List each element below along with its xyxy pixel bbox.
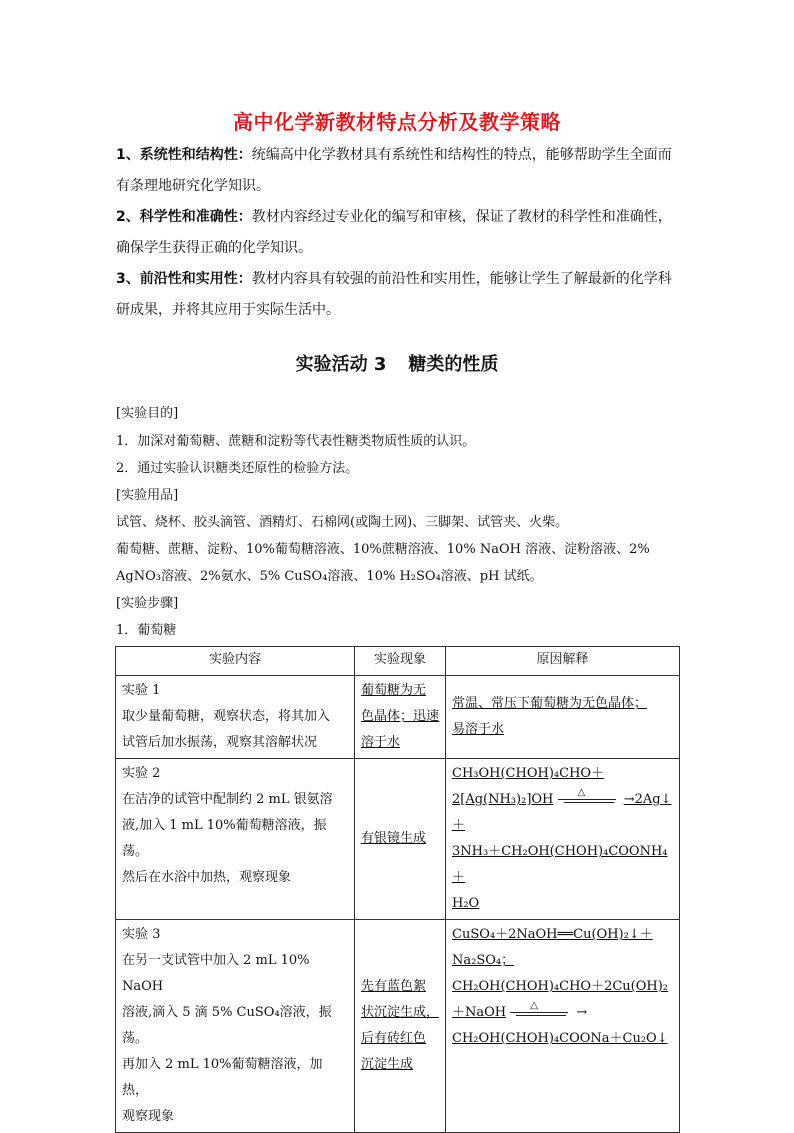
row1-phenomenon: 葡萄糖为无 色晶体；迅速 溶于水 <box>355 676 446 759</box>
table-row <box>116 676 680 759</box>
table-row <box>116 920 680 1133</box>
point-2: 2、科学性和准确性：教材内容经过专业化的编写和审核，保证了教材的科学性和准确性，确保学生获得正确的化学知识。 <box>116 209 672 256</box>
section-supplies: [实验用品] <box>116 488 179 503</box>
row2-explanation: CH₃OH(CHOH)₄CHO＋ 2[Ag(NH₃)₂]OH △ →2Ag↓＋ 3NH₃＋CH₂OH(CHOH)₄COONH₄＋ H₂O <box>446 759 680 920</box>
table-row <box>116 759 680 920</box>
point-1: 1、系统性和结构性：统编高中化学教材具有系统性和结构性的特点，能够帮助学生全面而有条理地研究化学知识。 <box>116 147 672 194</box>
point-3: 3、前沿性和实用性：教材内容具有较强的前沿性和实用性，能够让学生了解最新的化学科研成果，并将其应用于实际生活中。 <box>116 271 672 318</box>
sub-heading-glucose: 1．葡萄糖 <box>116 623 177 638</box>
purpose-item-1: 1．加深对葡萄糖、蔗糖和淀粉等代表性糖类物质性质的认识。 <box>116 434 476 449</box>
table-header-row <box>116 647 680 676</box>
page-title: 高中化学新教材特点分析及教学策略 <box>233 110 561 134</box>
heat-arrow: △ <box>510 1005 572 1021</box>
section-steps: [实验步骤] <box>116 596 179 611</box>
header-explanation: 原因解释 <box>446 647 680 676</box>
purpose-item-2: 2．通过实验认识糖类还原性的检验方法。 <box>116 461 359 476</box>
section-purpose: [实验目的] <box>116 406 179 421</box>
supplies-line-2: 葡萄糖、蔗糖、淀粉、10%葡萄糖溶液、10%蔗糖溶液、10% NaOH 溶液、淀粉溶液、2% <box>116 542 650 557</box>
row3-explanation: CuSO₄＋2NaOH══Cu(OH)₂↓＋ Na₂SO₄； CH₂OH(CHOH)₄CHO＋2Cu(OH)₂ ＋NaOH △ → CH₂OH(CHOH)₄COONa＋Cu₂O↓ <box>446 920 680 1133</box>
row1-explanation: 常温、常压下葡萄糖为无色晶体； 易溶于水 <box>446 676 680 759</box>
row2-phenomenon: 有银镜生成 <box>355 759 446 920</box>
experiment-table <box>115 646 680 1133</box>
row1-content: 实验 1 取少量葡萄糖，观察状态，将其加入 试管后加水振荡，观察其溶解状况 <box>116 676 355 759</box>
heat-arrow: △ <box>558 792 620 808</box>
supplies-line-3: AgNO₃溶液、2%氨水、5% CuSO₄溶液、10% H₂SO₄溶液、pH 试纸。 <box>116 569 543 584</box>
supplies-line-1: 试管、烧杯、胶头滴管、酒精灯、石棉网(或陶土网)、三脚架、试管夹、火柴。 <box>116 515 569 530</box>
row2-content: 实验 2 在洁净的试管中配制约 2 mL 银氨溶 液,加入 1 mL 10%葡萄糖溶液，振荡。 然后在水浴中加热，观察现象 <box>116 759 355 920</box>
row3-content: 实验 3 在另一支试管中加入 2 mL 10% NaOH 溶液,滴入 5 滴 5% CuSO₄溶液，振荡。 再加入 2 mL 10%葡萄糖溶液，加热， 观察现象 <box>116 920 355 1133</box>
header-content: 实验内容 <box>116 647 355 676</box>
header-phenomenon: 实验现象 <box>355 647 446 676</box>
activity-title: 实验活动 3 糖类的性质 <box>295 354 499 375</box>
row3-phenomenon: 先有蓝色絮 状沉淀生成， 后有砖红色 沉淀生成 <box>355 920 446 1133</box>
